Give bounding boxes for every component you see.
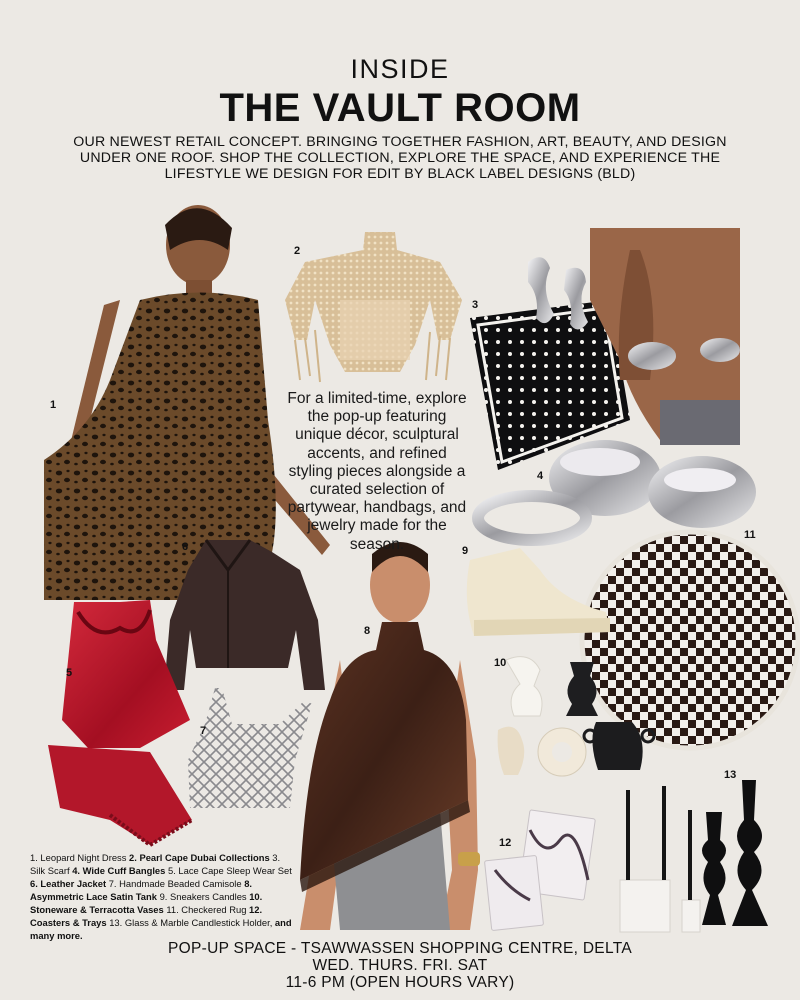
legend-item-8: 8. Asymmetric Lace Satin Tank xyxy=(30,878,253,902)
item-number-3: 3 xyxy=(472,299,479,311)
legend-item-13: 13. Glass & Marble Candlestick Holder, xyxy=(106,917,275,928)
intro-text: OUR NEWEST RETAIL CONCEPT. BRINGING TOGETHER FASHION, ART, BEAUTY, AND DESIGN UNDER ONE ROOF. SHOP THE COLLECTION, EXPLORE THE SPACE, AND EXPERIENCE THE LIFESTYLE WE DESIGN FOR EDIT BY BLACK LABEL DESIGNS (BLD) xyxy=(73,134,727,182)
sneaker-candle xyxy=(467,548,610,636)
legend-item-11: 11. Checkered Rug xyxy=(163,904,250,915)
footer-location: POP-UP SPACE - TSAWWASSEN SHOPPING CENTRE, DELTA xyxy=(168,940,632,957)
page-title: THE VAULT ROOM xyxy=(219,86,581,130)
legend-item-6: 6. Leather Jacket xyxy=(30,878,107,889)
footer-hours: 11-6 PM (OPEN HOURS VARY) xyxy=(285,974,515,991)
legend-item-5: 5. Lace Cape Sleep Wear Set xyxy=(165,865,292,876)
legend-item-4: 4. Wide Cuff Bangles xyxy=(72,865,166,876)
item-number-10: 10 xyxy=(494,657,507,669)
candlesticks xyxy=(620,780,768,932)
legend-more: and many more. xyxy=(30,917,292,941)
beaded-camisole xyxy=(188,688,312,808)
item-number-12: 12 xyxy=(499,837,512,849)
item-number-2: 2 xyxy=(294,245,301,257)
legend-item-9: 9. Sneakers Candles xyxy=(156,891,250,902)
legend-item-12: 12. Coasters & Trays xyxy=(30,904,263,928)
item-number-13: 13 xyxy=(724,769,737,781)
item-number-4: 4 xyxy=(537,470,544,482)
item-number-1: 1 xyxy=(50,399,57,411)
item-number-5: 5 xyxy=(66,667,73,679)
legend-item-2: 2. Pearl Cape Dubai Collections xyxy=(129,852,270,863)
marble-coasters xyxy=(484,810,595,931)
pearl-cape xyxy=(285,232,462,382)
item-number-9: 9 xyxy=(462,545,469,557)
popup-blurb: For a limited-time, explore the pop-up featuring unique décor, sculptural accents, and refined styling pieces alongside a curated selection of partywear, handbags, and jewelry made for the season. xyxy=(287,390,467,553)
satin-tank-model xyxy=(300,542,480,930)
item-number-8: 8 xyxy=(364,625,371,637)
footer-days: WED. THURS. FRI. SAT xyxy=(312,957,488,974)
legend-item-3: 3. Silk Scarf xyxy=(30,852,281,876)
header-eyebrow: INSIDE xyxy=(350,54,450,84)
item-number-7: 7 xyxy=(200,725,207,737)
legend-item-7: 7. Handmade Beaded Camisole xyxy=(106,878,245,889)
legend-item-10: 10. Stoneware & Terracotta Vases xyxy=(30,891,263,915)
item-number-6: 6 xyxy=(182,541,189,553)
item-number-11: 11 xyxy=(744,529,756,541)
legend-item-1: 1. Leopard Night Dress xyxy=(30,852,130,863)
item-legend xyxy=(30,851,292,942)
checkered-rug xyxy=(582,532,798,748)
